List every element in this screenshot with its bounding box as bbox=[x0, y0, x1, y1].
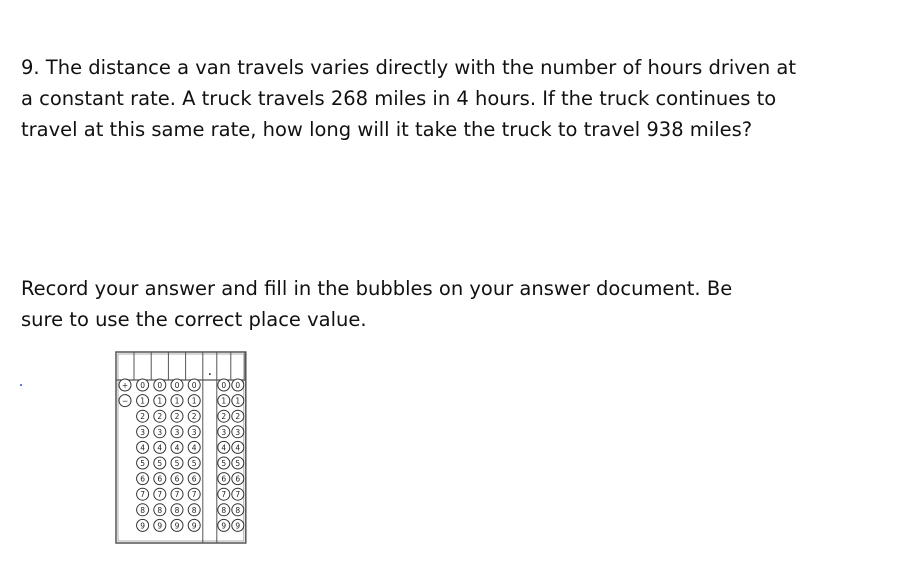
question-line-1: 9. The distance a van travels varies directly with the number of hours driven at bbox=[21, 56, 796, 79]
digit-bubble-label: 5 bbox=[221, 459, 227, 468]
instructions-line-1: Record your answer and fill in the bubbles on your answer document. Be bbox=[21, 277, 733, 300]
digit-bubble-label: 0 bbox=[235, 381, 241, 390]
digit-bubble-label: 9 bbox=[235, 521, 241, 531]
digit-bubble-label: 1 bbox=[157, 396, 163, 406]
question-line-3: travel at this same rate, how long will it take the truck to travel 938 miles? bbox=[21, 118, 753, 141]
digit-bubble-label: 1 bbox=[221, 396, 227, 406]
digit-bubble-label: 7 bbox=[191, 490, 197, 500]
digit-bubble-label: 1 bbox=[174, 396, 180, 406]
digit-bubble-label: 6 bbox=[140, 474, 145, 484]
digit-bubble-label: 6 bbox=[221, 474, 227, 484]
digit-bubble-label: 5 bbox=[157, 459, 163, 468]
digit-bubble-label: 2 bbox=[191, 412, 197, 422]
digit-bubble-label: 1 bbox=[140, 396, 145, 406]
digit-bubble-label: 6 bbox=[157, 474, 163, 484]
digit-bubble-label: 3 bbox=[221, 427, 227, 437]
digit-bubble-label: 0 bbox=[157, 381, 163, 390]
digit-bubble-label: 9 bbox=[157, 521, 163, 531]
digit-bubble-label: 9 bbox=[221, 521, 227, 531]
digit-bubble-label: 9 bbox=[174, 521, 180, 531]
digit-bubble-label: 9 bbox=[140, 521, 145, 531]
digit-bubble-label: 2 bbox=[235, 412, 241, 422]
digit-bubble-label: 8 bbox=[157, 505, 163, 515]
digit-bubble-label: 3 bbox=[191, 427, 197, 437]
digit-bubble-label: 4 bbox=[235, 443, 241, 453]
digit-bubble-label: 3 bbox=[157, 427, 163, 437]
digit-bubble-label: 7 bbox=[157, 490, 163, 500]
sign-minus-bubble-label: − bbox=[121, 396, 129, 406]
digit-bubble-label: 4 bbox=[221, 443, 227, 453]
digit-bubble-label: 8 bbox=[174, 505, 180, 515]
digit-bubble-label: 4 bbox=[191, 443, 197, 453]
digit-bubble-label: 1 bbox=[235, 396, 241, 406]
instructions-line-2: sure to use the correct place value. bbox=[21, 308, 367, 331]
digit-bubble-label: 9 bbox=[191, 521, 197, 531]
answer-instructions bbox=[21, 273, 901, 335]
digit-bubble-label: 5 bbox=[174, 459, 180, 468]
digit-bubble-label: 3 bbox=[174, 427, 180, 437]
decimal-point: . bbox=[207, 363, 213, 379]
digit-bubble-label: 0 bbox=[221, 381, 227, 390]
digit-bubble-label: 6 bbox=[235, 474, 241, 484]
digit-bubble-label: 4 bbox=[157, 443, 163, 453]
digit-bubble-label: 1 bbox=[191, 396, 197, 406]
digit-bubble-label: 0 bbox=[191, 381, 197, 390]
digit-bubble-label: 6 bbox=[191, 474, 197, 484]
digit-bubble-label: 2 bbox=[140, 412, 145, 422]
digit-bubble-label: 0 bbox=[140, 381, 145, 390]
answer-grid[interactable] bbox=[113, 351, 252, 545]
sign-plus-bubble-label: + bbox=[121, 381, 129, 390]
answer-grid-drawing bbox=[113, 351, 252, 545]
digit-bubble-label: 2 bbox=[174, 412, 180, 422]
digit-bubble-label: 7 bbox=[140, 490, 145, 500]
digit-bubble-label: 8 bbox=[221, 505, 227, 515]
digit-bubble-label: 4 bbox=[174, 443, 180, 453]
digit-bubble-label: 6 bbox=[174, 474, 180, 484]
digit-bubble-label: 5 bbox=[191, 459, 197, 468]
digit-bubble-label: 5 bbox=[140, 459, 145, 468]
question-line-2: a constant rate. A truck travels 268 miles in 4 hours. If the truck continues to bbox=[21, 87, 777, 110]
digit-bubble-label: 8 bbox=[140, 505, 145, 515]
digit-bubble-label: 3 bbox=[140, 427, 145, 437]
stray-mark bbox=[20, 384, 22, 386]
digit-bubble-label: 3 bbox=[235, 427, 241, 437]
digit-bubble-label: 4 bbox=[140, 443, 145, 453]
digit-bubble-label: 8 bbox=[235, 505, 241, 515]
digit-bubble-label: 7 bbox=[235, 490, 241, 500]
digit-bubble-label: 7 bbox=[174, 490, 180, 500]
digit-bubble-label: 2 bbox=[157, 412, 163, 422]
digit-bubble-label: 5 bbox=[235, 459, 241, 468]
digit-bubble-label: 8 bbox=[191, 505, 197, 515]
digit-bubble-label: 2 bbox=[221, 412, 227, 422]
digit-bubble-label: 0 bbox=[174, 381, 180, 390]
question-text bbox=[21, 52, 901, 145]
digit-bubble-label: 7 bbox=[221, 490, 227, 500]
